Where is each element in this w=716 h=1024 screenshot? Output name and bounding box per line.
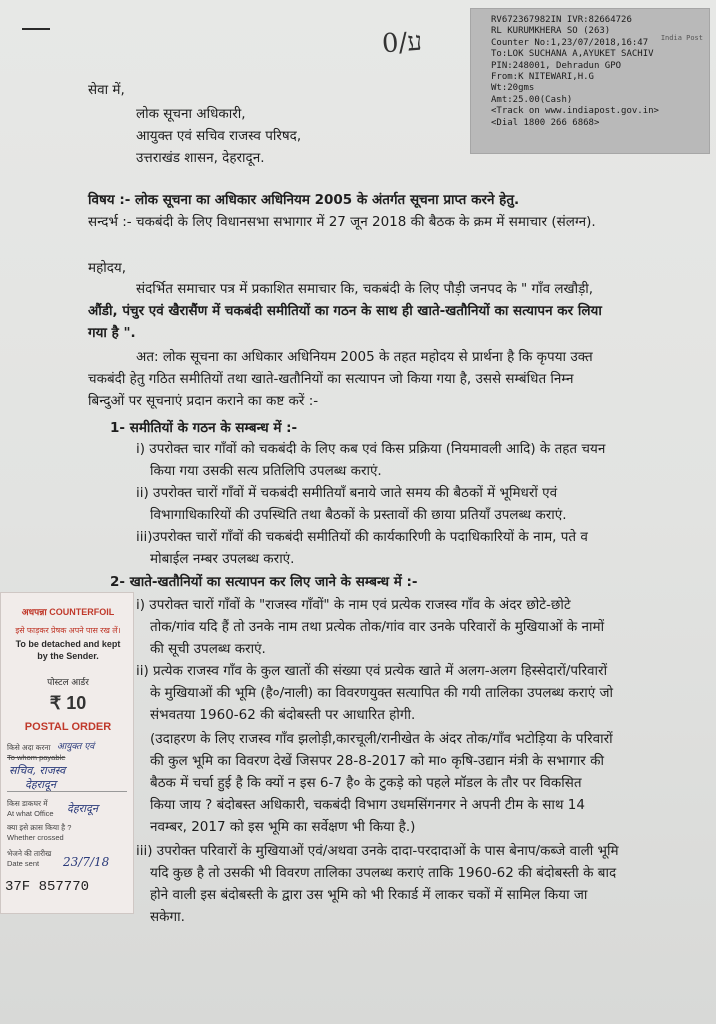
receipt-line: From:K NITEWARI,H.G [491, 72, 594, 83]
date-label-hi: भेजने की तारीख [7, 849, 52, 858]
reference-line: सन्दर्भ :- चकबंदी के लिए विधानसभा सभागार में 27 जून 2018 की बैठक के क्रम में समाचार (संलग्न). [88, 214, 596, 230]
payee-handwriting: आयुक्त एवं [57, 742, 95, 752]
section-item [136, 526, 706, 570]
item-line: ii) प्रत्येक राजस्व गाँव के कुल खातों की संख्या एवं प्रत्येक खाते में अलग-अलग हिस्सेदारों/परिवारों [136, 663, 608, 679]
field-rule [7, 791, 127, 792]
section-item [136, 594, 706, 660]
intro-line: औंडी, पंचुर एवं खैरासैंण में चकबंदी समीतियों का गठन के साथ ही खाते-खतौनियों का सत्यापन कर लिया [88, 303, 602, 319]
salutation: सेवा में, [88, 82, 125, 98]
intro-line: संदर्भित समाचार पत्र में प्रकाशित समाचार कि, चकबंदी के लिए पौड़ी जनपद के " गाँव लखौड़ी, [136, 281, 594, 297]
receipt-line: Counter No:1,23/07/2018,16:47 [491, 37, 649, 48]
section-heading: 2- खाते-खतौनियों का सत्यापन कर लिए जाने के सम्बन्ध में :- [110, 574, 418, 590]
item-line: ii) उपरोक्त चारों गाँवों में चकबंदी समीतियाँ बनाये जाते समय की बैठकों में भूमिधरों एवं [136, 485, 558, 501]
office-label-hi: किस डाकघर में [7, 799, 48, 808]
item-line: विभागाधिकारियों की उपस्थिति तथा बैठकों के प्रस्तावों की छाया प्रतियाँ उपलब्ध कराएं. [150, 507, 567, 523]
address-line: उत्तराखंड शासन, देहरादून. [136, 150, 265, 166]
item-line: iii) उपरोक्त परिवारों के मुखियाओं एवं/अथवा उनके दादा-परदादाओं के पास बेनाप/कब्जे वाली भूमि [136, 843, 619, 859]
section-item [136, 482, 706, 526]
item-line: बैठक में चर्चा हुई है कि क्यों न इस 6-7 है० के टुकड़े को पहले मॉडल के तौर पर विकसित [150, 775, 582, 791]
item-line: तोक/गांव यदि हैं तो उनके नाम तथा प्रत्येक तोक/गांव वार उनके परिवारों के मुखियाओं के नामों [150, 619, 605, 635]
receipt-line: Wt:20gms [491, 83, 535, 94]
item-line: होने वाली इस बंदोबस्ती के द्वारा उस भूमि को भी रिकार्ड में लाकर चकों में सामिल किया जा [150, 887, 588, 903]
receipt-line: RV672367982IN IVR:82664726 [491, 15, 632, 25]
receipt-line: PIN:248001, Dehradun GPO [491, 60, 622, 71]
section-item [136, 840, 706, 928]
receipt-line: Amt:25.00(Cash) [491, 94, 573, 105]
counterfoil-instruction: To be detached and kept [15, 639, 121, 649]
receipt-line: To:LOK SUCHANA A,AYUKET SACHIV [491, 49, 654, 60]
item-line: नवम्बर, 2017 को इस भूमि का सर्वेक्षण भी किया है.) [150, 819, 416, 835]
item-line: संभवतया 1960-62 की बंदोबस्ती पर आधारित होगी. [150, 707, 416, 723]
receipt-line: RL KURUMKHERA SO (263) [491, 26, 611, 37]
greeting: महोदय, [88, 260, 127, 276]
item-line: मोबाईल नम्बर उपलब्ध कराएं. [150, 551, 295, 567]
section-item [136, 438, 706, 482]
serial-number: 37F 857770 [5, 879, 90, 895]
office-handwriting: देहरादून [67, 802, 98, 815]
receipt-line: <Dial 1800 266 6868> [491, 117, 600, 128]
request-paragraph [88, 346, 704, 412]
postal-order-hindi: पोस्टल आर्डर [47, 677, 89, 687]
payee-handwriting: सचिव, राजस्व [9, 764, 66, 777]
receipt-stamp: India Post [660, 34, 703, 42]
address-line: आयुक्त एवं सचिव राजस्व परिषद, [136, 128, 302, 144]
example-block [150, 728, 706, 838]
crossed-label-hi: क्या इसे क्रास किया है ? [7, 823, 72, 832]
office-label-en: At what Office [7, 809, 54, 818]
date-label-en: Date sent [7, 859, 40, 868]
postal-order-label: POSTAL ORDER [24, 721, 112, 733]
handwritten-mark: 0/ע [381, 26, 424, 60]
request-line: अत: लोक सूचना का अधिकार अधिनियम 2005 के तहत महोदय से प्रार्थना है कि कृपया उक्त [136, 349, 593, 365]
intro-line: गया है ". [88, 325, 136, 341]
postal-receipt [470, 8, 710, 154]
request-line: चकबंदी हेतु गठित समीतियों तथा खाते-खतौनियों का सत्यापन जो किया गया है, उससे सम्बंधित निम्न [88, 371, 574, 387]
item-line: (उदाहरण के लिए राजस्व गाँव झलोड़ी,कारचूली/रानीखेत के अंदर तोक/गाँव भटोड़िया के परिवारों [150, 731, 613, 747]
amount: ₹ 10 [49, 693, 87, 713]
item-line: के मुखियाओं की भूमि (है०/नाली) का विवरणयुक्त सत्यापित की गयी तालिका उपलब्ध कराएं जो [150, 685, 613, 701]
section-item [136, 660, 706, 726]
crossed-label-en: Whether crossed [7, 833, 64, 842]
item-line: की सूची उपलब्ध कराएं. [150, 641, 266, 657]
date-handwriting: 23/7/18 [63, 855, 110, 869]
item-line: की कुल भूमि का विवरण देखें जिसपर 28-8-2017 को मा० कृषि-उद्यान मंत्री के सभागार की [150, 753, 604, 769]
payee-label-en: To whom payable [7, 753, 66, 762]
request-line: बिन्दुओं पर सूचनाएं प्रदान कराने का कष्ट करें :- [88, 393, 319, 409]
item-line: किया गया उसकी सत्य प्रतिलिपि उपलब्ध कराएं. [150, 463, 382, 479]
address-line: लोक सूचना अधिकारी, [136, 106, 246, 122]
item-line: किया जाय ? बंदोबस्त अधिकारी, चकबंदी विभाग उधमसिंगनगर ने अपनी टीम के साथ 14 [150, 797, 585, 813]
item-line: सकेगा. [150, 909, 185, 925]
counterfoil-instruction: by the Sender. [37, 651, 99, 661]
counterfoil-heading: अधपन्ना COUNTERFOIL [21, 607, 115, 617]
item-line: i) उपरोक्त चार गाँवों को चकबंदी के लिए कब एवं किस प्रक्रिया (नियमावली आदि) के तहत चयन [136, 441, 606, 457]
subject-line: विषय :- लोक सूचना का अधिकार अधिनियम 2005 के अंतर्गत सूचना प्राप्त करने हेतु. [88, 192, 520, 208]
payee-label-hi: किसे अदा करना [7, 743, 51, 752]
receipt-line: <Track on www.indiapost.gov.in> [491, 106, 659, 117]
item-line: iii)उपरोक्त चारों गाँवों की चकबंदी समीतियों की कार्यकारिणी के पदाधिकारियों के नाम, पते व [136, 529, 588, 545]
intro-paragraph [88, 278, 704, 344]
item-line: i) उपरोक्त चारों गाँवों के "राजस्व गाँवों" के नाम एवं प्रत्येक राजस्व गाँव के अंदर छोटे-छोटे [136, 597, 571, 613]
postal-order-counterfoil [0, 592, 134, 914]
counterfoil-instruction: इसे फाड़कर प्रेषक अपने पास रख लें। [15, 626, 121, 635]
margin-mark [22, 28, 50, 30]
section-heading: 1- समीतियों के गठन के सम्बन्ध में :- [110, 420, 298, 436]
item-line: यदि कुछ है तो उसकी भी विवरण तालिका उपलब्ध कराएं ताकि 1960-62 की बंदोबस्ती के बाद [150, 865, 617, 881]
payee-handwriting: देहरादून [25, 778, 56, 791]
